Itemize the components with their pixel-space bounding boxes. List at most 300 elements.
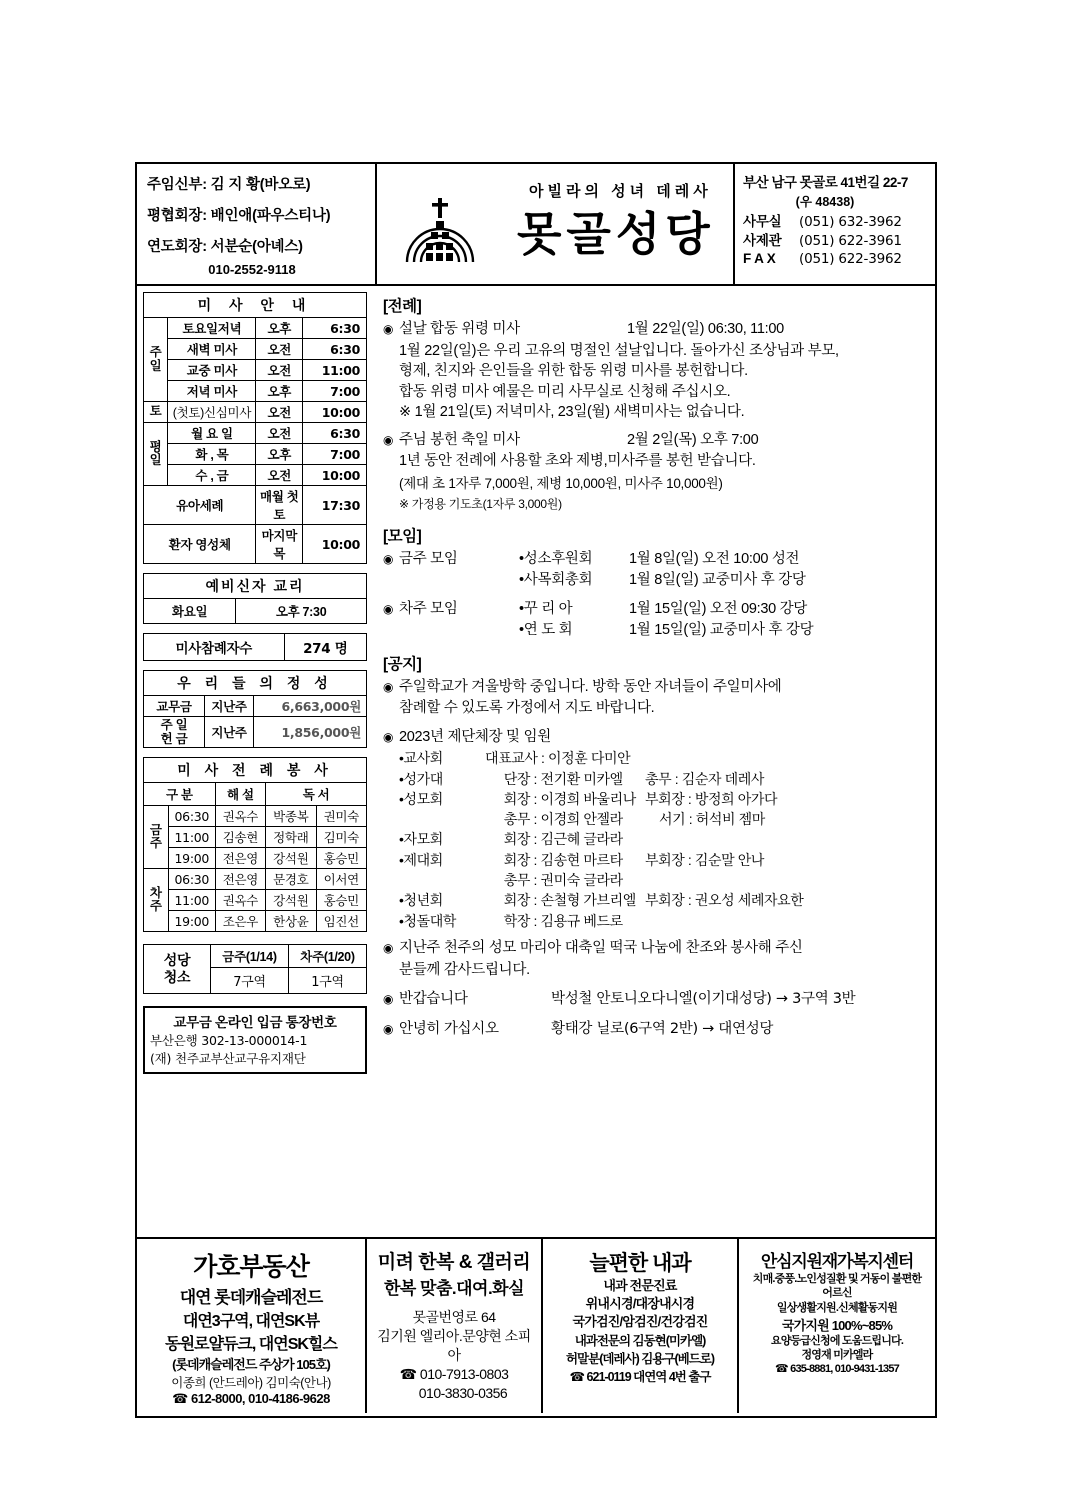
- baptism-when: 매월 첫 토: [256, 486, 303, 525]
- officer-row: [399, 911, 935, 931]
- officer-role2: [645, 789, 935, 809]
- officer-role: [485, 769, 645, 789]
- sick-communion-when: 마지막 목: [256, 525, 303, 564]
- table-row: [144, 783, 367, 806]
- bullet-icon: ◉: [383, 1021, 394, 1036]
- officer-person: 김용규 베드로: [540, 912, 623, 929]
- ad-hanbok-sub: 한복 맞춤.대여.화실: [383, 1279, 525, 1298]
- ad-welfare-name: 안심지원재가복지센터: [760, 1252, 914, 1271]
- table-row: [144, 634, 367, 661]
- liturgy-item-2: [383, 430, 935, 451]
- bulletin-body: [137, 286, 935, 1237]
- meetings-this-week: [383, 549, 935, 590]
- liturgy-item-1-line3: 합동 위령 미사 예물은 미리 사무실로 신청해 주십시오.: [399, 383, 731, 400]
- ad-hanbok-people: 김기원 엘리아.문양현 소피아: [377, 1327, 531, 1363]
- table-row: [144, 525, 367, 564]
- mass-ampm: 오후: [256, 444, 303, 465]
- church-title: 못골성당: [517, 207, 715, 261]
- officer-person2: 김순말 안나: [694, 851, 764, 868]
- officer-role2: [645, 769, 935, 789]
- cleaning-label-line1: 성당: [163, 951, 191, 968]
- bullet-icon: ◉: [383, 602, 394, 617]
- meeting-name: •연 도 회: [519, 621, 573, 638]
- officer-role-label: 회장 :: [503, 831, 537, 848]
- mass-schedule-table: [143, 292, 367, 564]
- mass-time: 11:00: [303, 360, 367, 381]
- attendance-value: 274 명: [284, 634, 366, 661]
- officer-role2-label: 부회장 :: [645, 892, 692, 909]
- service-reader1: 한상윤: [266, 911, 316, 932]
- liturgy-item-1-line4: ※ 1월 21일(토) 저녁미사, 23일(월) 새벽미사는 없습니다.: [399, 404, 745, 421]
- left-column: [137, 286, 373, 1237]
- table-row: [144, 806, 367, 827]
- officer-role-label: 단장 :: [503, 770, 537, 787]
- table-row: [144, 869, 367, 890]
- meetings-next-week-label: 차주 모임: [399, 601, 458, 618]
- ad-welfare-center[interactable]: [739, 1239, 935, 1413]
- cleaning-next-week: 1구역: [289, 968, 367, 994]
- notice-thanks-line2: 분들께 감사드립니다.: [399, 961, 530, 978]
- mass-ampm: 오전: [256, 402, 303, 423]
- service-reader2: 권미숙: [316, 806, 366, 827]
- header-contact-block: [735, 164, 935, 284]
- contact-office-value: (051) 632-3962: [799, 214, 902, 230]
- officer-org-text: 성가대: [403, 770, 443, 787]
- officer-org: •성모회: [399, 790, 443, 807]
- mass-ampm: 오전: [256, 423, 303, 444]
- mass-time: 10:00: [303, 402, 367, 423]
- liturgy-item-2-note: ※ 가정용 기도초(1자루 3,000원): [399, 497, 562, 512]
- officers-title: 2023년 제단체장 및 임원: [399, 728, 551, 745]
- ad-hanbok[interactable]: [367, 1239, 543, 1413]
- ad-clinic-doctor: 내과전문의 김동현(미카엘): [574, 1333, 706, 1348]
- officer-org-text: 청년회: [403, 892, 443, 909]
- ad-clinic-line1: 내과 전문진료: [603, 1278, 677, 1293]
- officer-row: [399, 809, 935, 829]
- officer-role2: [645, 850, 935, 870]
- notice-sunday-school-line2: 참례할 수 있도록 가정에서 지도 바랍니다.: [399, 700, 655, 717]
- attendance-label: 미사참례자수: [144, 634, 285, 661]
- bullet-icon: ◉: [383, 552, 394, 567]
- mass-time: 7:00: [303, 444, 367, 465]
- meeting-entry: [519, 599, 935, 620]
- officer-role: [485, 809, 645, 829]
- liturgy-heading: [전례]: [383, 298, 422, 315]
- welcome-text: 박성철 안토니오다니엘(이기대성당) → 3구역 3반: [551, 991, 856, 1008]
- notice-sunday-school-line1: 주일학교가 겨울방학 중입니다. 방학 동안 자녀들이 주일미사에: [399, 678, 782, 695]
- offering-when: 지난주: [205, 696, 254, 717]
- ad-real-estate[interactable]: [137, 1239, 367, 1413]
- cleaning-next-week-head: 차주(1/20): [289, 945, 367, 968]
- ad-hanbok-phone2: 010-3830-0356: [418, 1384, 508, 1401]
- officer-person: 김근혜 글라라: [540, 831, 623, 848]
- cleaning-label-line2: 청소: [163, 969, 191, 985]
- officer-org-text: 제대회: [403, 851, 443, 868]
- mass-name: 토요일저녁: [168, 318, 256, 339]
- table-row: [144, 444, 367, 465]
- ad-real-estate-line1: 대연 롯데캐슬레전드: [179, 1288, 323, 1307]
- offering-table: [143, 670, 367, 748]
- farewell-label: 안녕히 가십시오: [399, 1020, 499, 1037]
- catechism-table: [143, 573, 367, 624]
- telephone-icon: ☎: [399, 1365, 417, 1382]
- offering-kind-line1: 주 일: [160, 718, 188, 732]
- service-col-commentary: 해 설: [215, 783, 265, 806]
- table-row: [144, 911, 367, 932]
- ad-real-estate-phone-text: 612-8000, 010-4186-9628: [190, 1391, 330, 1406]
- cleaning-table: [143, 944, 367, 994]
- ad-clinic-line3: 국가검진/암검진/건강검진: [572, 1313, 708, 1329]
- officer-person2: 허석비 젬마: [695, 811, 765, 828]
- service-reader1: 정학래: [266, 827, 316, 848]
- mass-name: 수 , 금: [168, 465, 256, 486]
- ad-welfare-line4: 요양등급신청에 도움드립니다.: [770, 1334, 904, 1347]
- officer-org: •제대회: [399, 851, 443, 868]
- mass-group-weekday: 평 일: [144, 423, 168, 486]
- officer-row: [399, 769, 935, 789]
- notice-thanks: [383, 938, 935, 959]
- liturgy-item-1-line1: 1월 22일(일)은 우리 고유의 명절인 설날입니다. 돌아가신 조상님과 부모,: [399, 342, 839, 359]
- telephone-icon: ☎: [775, 1363, 788, 1376]
- table-row: [144, 402, 367, 423]
- service-title: 미 사 전 례 봉 사: [144, 758, 367, 783]
- mass-time: 6:30: [303, 339, 367, 360]
- liturgy-item-2-when: 2월 2일(목) 오후 7:00: [627, 431, 759, 448]
- baptism-label: 유아세례: [144, 486, 256, 525]
- officer-row: [399, 748, 935, 768]
- contact-rectory-value: (051) 622-3961: [799, 232, 902, 249]
- church-address: 부산 남구 못골로 41번길 22-7: [743, 175, 908, 190]
- telephone-icon: ☎: [172, 1391, 188, 1406]
- service-commentary: 권옥수: [215, 806, 265, 827]
- table-row: [144, 318, 367, 339]
- mass-name: 화 , 목: [168, 444, 256, 465]
- bullet-icon: ◉: [383, 322, 394, 336]
- meeting-entry: [519, 549, 935, 570]
- mass-name: 월 요 일: [168, 423, 256, 444]
- table-row: [144, 360, 367, 381]
- attendance-table: [143, 633, 367, 661]
- officer-role2-label: 총무 :: [645, 770, 679, 787]
- officer-role: [485, 789, 645, 809]
- officer-role: [485, 748, 645, 768]
- mass-time: 6:30: [303, 318, 367, 339]
- officer-role2: [645, 809, 935, 829]
- table-row: [144, 381, 367, 402]
- ad-real-estate-line2: 대연3구역, 대연SK뷰: [182, 1313, 320, 1330]
- table-row: [144, 423, 367, 444]
- offering-title: 우 리 들 의 정 성: [144, 671, 367, 696]
- officer-person: 이정훈 다미안: [547, 750, 631, 767]
- meetings-heading: [모임]: [383, 528, 422, 546]
- mass-time: 10:00: [303, 465, 367, 486]
- staff-yeondo-head: 연도회장: 서분순(아녜스): [147, 239, 303, 255]
- ad-real-estate-name: 가호부동산: [193, 1253, 309, 1281]
- service-col-division: 구 분: [144, 783, 216, 806]
- ad-hanbok-address: 못골번영로 64: [412, 1309, 496, 1325]
- meeting-name-text: 연 도 회: [523, 621, 573, 638]
- mass-name: (첫토)신심미사: [168, 402, 256, 423]
- meeting-detail: 1월 8일(일) 교중미사 후 강당: [629, 571, 806, 588]
- staff-phone: 010-2552-9118: [208, 262, 296, 277]
- officer-org-text: 자모회: [403, 831, 443, 848]
- ad-real-estate-line3: 동원로얄듀크, 대연SK힐스: [165, 1336, 337, 1353]
- service-reader1: 강석원: [266, 848, 316, 869]
- offering-amount: 1,856,000원: [254, 717, 367, 748]
- table-row: [144, 827, 367, 848]
- mass-group-saturday: 토: [144, 402, 168, 423]
- ad-hanbok-phone1: [371, 1365, 537, 1384]
- mass-time: 7:00: [303, 381, 367, 402]
- service-time: 19:00: [168, 911, 215, 932]
- meeting-detail: 1월 15일(일) 오전 09:30 강당: [629, 601, 807, 618]
- church-zipcode: (우 48438): [795, 195, 855, 209]
- officer-role-label: 총무 :: [503, 872, 537, 889]
- table-row: [144, 486, 367, 525]
- notice-officers: [383, 727, 935, 748]
- bullet-icon: ◉: [383, 432, 394, 447]
- liturgy-item-2-line1: 1년 동안 전례에 사용할 초와 제병,미사주를 봉헌 받습니다.: [399, 453, 756, 470]
- cleaning-this-week-head: 금주(1/14): [211, 945, 289, 968]
- contact-rectory-label: 사제관: [743, 232, 782, 248]
- bullet-icon: ◉: [383, 940, 394, 955]
- table-row: [144, 465, 367, 486]
- meetings-this-week-label: 금주 모임: [399, 551, 458, 568]
- liturgy-item-1-line2: 형제, 친지와 은인들을 위한 합동 위령 미사를 봉헌합니다.: [399, 363, 748, 380]
- mass-ampm: 오후: [256, 318, 303, 339]
- officer-role-label: 회장 :: [503, 892, 537, 909]
- liturgy-item-1-when: 1월 22일(일) 06:30, 11:00: [627, 321, 784, 337]
- ad-welfare-line1: 치매.중풍.노인성질환 및 거동이 불편한: [752, 1273, 922, 1285]
- service-time: 11:00: [168, 890, 215, 911]
- contact-fax-value: (051) 622-3962: [799, 251, 902, 268]
- contact-rectory: [743, 232, 935, 251]
- contact-office-label: 사무실: [743, 214, 782, 229]
- account-title: 교무금 온라인 입금 통장번호: [173, 1015, 337, 1030]
- ad-clinic-phone: [547, 1367, 733, 1385]
- officer-person2: 방정희 아가다: [694, 790, 778, 807]
- ad-welfare-phone: [743, 1362, 931, 1376]
- mass-ampm: 오전: [256, 339, 303, 360]
- offering-amount: 6,663,000원: [254, 696, 367, 717]
- officer-role2-label: 부회장 :: [645, 790, 692, 807]
- service-col-reading: 독 서: [266, 783, 367, 806]
- officer-role-label: 총무 :: [503, 811, 537, 828]
- sick-communion-label: 환자 영성체: [144, 525, 256, 564]
- officer-person: 권미숙 글라라: [540, 872, 623, 889]
- staff-council-head: 평협회장: 배인애(파우스티나): [147, 208, 331, 224]
- liturgy-item-1-title: 설날 합동 위령 미사: [399, 321, 520, 337]
- mass-time: 6:30: [303, 423, 367, 444]
- account-number: 부산은행 302-13-000014-1: [150, 1033, 308, 1048]
- table-row: [144, 339, 367, 360]
- service-reader1: 박종복: [266, 806, 316, 827]
- mass-schedule-title: 미 사 안 내: [144, 293, 367, 318]
- telephone-icon: ☎: [569, 1369, 585, 1384]
- ad-welfare-highlight: 국가지원 100%~85%: [781, 1317, 893, 1333]
- officer-person: 손철형 가브리엘: [540, 892, 636, 909]
- liturgy-item-1: [383, 319, 935, 340]
- offering-kind: 교무금: [144, 696, 205, 717]
- contact-fax: [743, 250, 935, 269]
- officer-org: •성가대: [399, 770, 443, 787]
- officer-role2-label: 서기 :: [659, 811, 693, 828]
- mass-group-sunday: 주 일: [144, 318, 168, 402]
- ad-welfare-person: 정영재 미카엘라: [801, 1349, 873, 1362]
- notices-heading: [공지]: [383, 655, 422, 673]
- service-time: 11:00: [168, 827, 215, 848]
- meeting-name-text: 성소후원회: [523, 551, 593, 568]
- officer-row: [399, 789, 935, 809]
- ad-welfare-line2: 어르신: [822, 1287, 852, 1300]
- header-title-block: [377, 164, 735, 284]
- officers-list: [383, 748, 935, 931]
- officer-org: •청돌대학: [399, 912, 457, 929]
- officer-person: 이경희 안젤라: [540, 811, 623, 828]
- ad-clinic-name: 늘편한 내과: [589, 1252, 691, 1275]
- officer-org: [399, 870, 485, 890]
- officer-role: [485, 911, 645, 931]
- mass-ampm: 오전: [256, 465, 303, 486]
- table-row: [144, 945, 367, 968]
- officer-role2-label: 부회장 :: [645, 851, 692, 868]
- ad-clinic-line2: 위내시경/대장내시경: [585, 1295, 695, 1311]
- officer-role-label: 회장 :: [503, 851, 537, 868]
- service-reader2: 이서연: [316, 869, 366, 890]
- bullet-icon: ◉: [383, 679, 394, 694]
- officer-row: [399, 850, 935, 870]
- table-row: [144, 696, 367, 717]
- offering-kind: [144, 717, 205, 748]
- ad-hanbok-phone1-text: 010-7913-0803: [419, 1365, 509, 1382]
- church-subtitle: 아빌라의 성녀 데레사: [529, 183, 712, 200]
- table-row: [144, 717, 367, 748]
- officer-role2: [645, 890, 935, 910]
- ad-real-estate-note: (롯데캐슬레전드 주상가 105호): [172, 1357, 330, 1372]
- service-time: 19:00: [168, 848, 215, 869]
- table-row: [144, 890, 367, 911]
- officer-role-label: 대표교사 :: [485, 750, 545, 767]
- liturgy-item-2-prices: (제대 초 1자루 7,000원, 제병 10,000원, 미사주 10,000원): [399, 476, 723, 492]
- service-reader2: 홍승민: [316, 890, 366, 911]
- officer-org-text: 청돌대학: [403, 912, 457, 929]
- ad-real-estate-phone: [141, 1391, 361, 1407]
- meeting-name: •성소후원회: [519, 551, 593, 568]
- offering-when: 지난주: [205, 717, 254, 748]
- contact-fax-label: F A X: [743, 251, 776, 267]
- service-commentary: 김송현: [215, 827, 265, 848]
- mass-name: 교중 미사: [168, 360, 256, 381]
- meeting-name-text: 꾸 리 아: [523, 601, 573, 618]
- ad-welfare-phone-text: 635-8881, 010-9431-1357: [790, 1363, 899, 1376]
- officer-row: [399, 870, 935, 890]
- officer-role: [485, 850, 645, 870]
- mass-name: 새벽 미사: [168, 339, 256, 360]
- ad-clinic[interactable]: [543, 1239, 739, 1413]
- officer-person2: 권오성 세례자요한: [694, 892, 804, 909]
- officer-role-label: 회장 :: [503, 790, 537, 807]
- farewell-text: 황태강 닐로(6구역 2반) → 대연성당: [551, 1020, 774, 1037]
- contact-office: [743, 213, 935, 232]
- service-reader1: 강석원: [266, 890, 316, 911]
- service-week-this: 금 주: [144, 806, 169, 869]
- officer-org: •자모회: [399, 831, 443, 848]
- offering-kind-line2: 헌 금: [160, 732, 188, 746]
- ad-real-estate-people: 이종희 (안드레아) 김미숙(안나): [171, 1376, 331, 1390]
- officer-role: [485, 890, 645, 910]
- meeting-detail: 1월 8일(일) 오전 10:00 성전: [629, 551, 800, 568]
- service-reader2: 임진선: [316, 911, 366, 932]
- officer-person: 이경희 바울리나: [540, 790, 636, 807]
- advertisement-strip: [137, 1237, 935, 1413]
- service-commentary: 조은우: [215, 911, 265, 932]
- baptism-time: 17:30: [303, 486, 367, 525]
- staff-pastor: 주임신부: 김 지 황(바오로): [147, 177, 311, 193]
- header-staff-block: [137, 164, 377, 284]
- notice-welcome: [383, 989, 935, 1010]
- liturgy-item-2-title: 주님 봉헌 축일 미사: [399, 431, 520, 448]
- officer-row: [399, 890, 935, 910]
- catechism-title: 예비신자 교리: [144, 574, 367, 599]
- service-reader2: 홍승민: [316, 848, 366, 869]
- officer-role: [485, 829, 645, 849]
- officer-row: [399, 829, 935, 849]
- cleaning-this-week: 7구역: [211, 968, 289, 994]
- service-reader2: 김미숙: [316, 827, 366, 848]
- bullet-icon: ◉: [383, 992, 394, 1007]
- service-time: 06:30: [168, 806, 215, 827]
- service-commentary: 전은영: [215, 869, 265, 890]
- meetings-next-week: [383, 599, 935, 640]
- meeting-name-text: 사목회총회: [523, 571, 593, 588]
- table-row: [144, 599, 367, 624]
- bulletin-sheet: [135, 162, 937, 1418]
- service-week-next: 차 주: [144, 869, 169, 932]
- notice-thanks-line1: 지난주 천주의 성모 마리아 대축일 떡국 나눔에 찬조와 봉사해 주신: [399, 939, 803, 956]
- notice-sunday-school: [383, 677, 935, 698]
- officer-org: •교사회: [399, 750, 443, 767]
- meeting-name: •꾸 리 아: [519, 601, 573, 618]
- welcome-label: 반갑습니다: [399, 991, 468, 1008]
- ad-clinic-phone-text: 621-0119 대연역 4번 출구: [586, 1369, 711, 1384]
- service-time: 06:30: [168, 869, 215, 890]
- meeting-entry: [519, 620, 935, 641]
- officer-role: [485, 870, 645, 890]
- catechism-day: 화요일: [144, 599, 236, 624]
- officer-person: 전기환 미카엘: [540, 770, 623, 787]
- service-roster-table: [143, 757, 367, 932]
- officer-org-text: 교사회: [403, 750, 443, 767]
- officer-person: 김송현 마르타: [540, 851, 623, 868]
- notice-farewell: [383, 1019, 935, 1040]
- meeting-detail: 1월 15일(일) 교중미사 후 강당: [629, 621, 814, 638]
- catechism-time: 오후 7:30: [236, 599, 367, 624]
- ad-welfare-line3: 일상생활지원.신체활동지원: [776, 1301, 898, 1314]
- service-reader1: 문경호: [266, 869, 316, 890]
- officer-org-text: 성모회: [403, 790, 443, 807]
- meeting-name: •사목회총회: [519, 571, 593, 588]
- mass-ampm: 오전: [256, 360, 303, 381]
- sick-communion-time: 10:00: [303, 525, 367, 564]
- mass-ampm: 오후: [256, 381, 303, 402]
- meeting-entry: [519, 570, 935, 591]
- cleaning-label: [144, 945, 211, 994]
- right-column: [373, 286, 935, 1237]
- bulletin-header: [137, 164, 935, 286]
- account-holder: (재) 천주교부산교구유지재단: [150, 1051, 306, 1066]
- officer-org: •청년회: [399, 892, 443, 909]
- ad-clinic-staff: 허말분(데레사) 김용구(베드로): [565, 1351, 715, 1366]
